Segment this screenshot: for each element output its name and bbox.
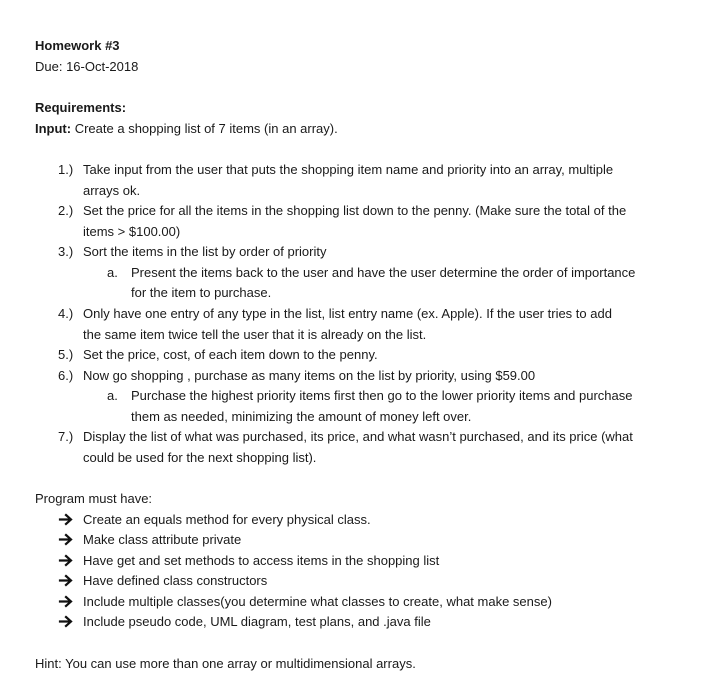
step-text: Sort the items in the list by order of priority — [83, 244, 327, 259]
requirements-heading: Requirements: — [35, 100, 127, 115]
step-text: Set the price, cost, of each item down to the penny. — [83, 347, 378, 362]
step-text: the same item twice tell the user that it is already on the list. — [83, 327, 427, 342]
requirement-bullet-item: Have get and set methods to access items in the shopping list — [83, 553, 440, 568]
input-label: Input: — [35, 121, 72, 136]
program-heading: Program must have: — [35, 491, 153, 506]
sub-step-text: them as needed, minimizing the amount of money left over. — [131, 409, 472, 424]
sub-step-text: Present the items back to the user and have the user determine the order of importance — [131, 265, 636, 280]
homework-title: Homework #3 — [35, 38, 120, 53]
requirement-bullet-item: Include pseudo code, UML diagram, test plans, and .java file — [83, 614, 431, 629]
step-text: Take input from the user that puts the shopping item name and priority into an array, multiple — [83, 162, 614, 177]
step-number: 5.) — [58, 347, 74, 362]
step-text: arrays ok. — [83, 183, 141, 198]
due-date: Due: 16-Oct-2018 — [35, 59, 139, 74]
hint-text: Hint: You can use more than one array or multidimensional arrays. — [35, 656, 416, 671]
requirement-bullet-item: Make class attribute private — [83, 532, 242, 547]
step-text: Set the price for all the items in the shopping list down to the penny. (Make sure the total of the — [83, 203, 627, 218]
sub-step-text: for the item to purchase. — [131, 285, 272, 300]
requirement-bullet-item: Have defined class constructors — [83, 573, 268, 588]
sub-step-letter: a. — [107, 388, 118, 403]
sub-step-text: Purchase the highest priority items first then go to the lower priority items and purchase — [131, 388, 633, 403]
step-text: Display the list of what was purchased, its price, and what wasn’t purchased, and its price (what — [83, 429, 633, 444]
right-arrow-icon — [58, 572, 74, 589]
step-number: 1.) — [58, 162, 74, 177]
step-number: 2.) — [58, 203, 74, 218]
right-arrow-icon — [58, 613, 74, 630]
sub-step-letter: a. — [107, 265, 118, 280]
step-number: 6.) — [58, 368, 74, 383]
right-arrow-icon — [58, 593, 74, 610]
requirement-bullet-item: Create an equals method for every physical class. — [83, 512, 371, 527]
requirement-bullet-item: Include multiple classes(you determine what classes to create, what make sense) — [83, 594, 552, 609]
step-text: Only have one entry of any type in the list, list entry name (ex. Apple). If the user tries to add — [83, 306, 612, 321]
right-arrow-icon — [58, 511, 74, 528]
step-number: 3.) — [58, 244, 74, 259]
right-arrow-icon — [58, 552, 74, 569]
input-text: Create a shopping list of 7 items (in an array). — [74, 121, 338, 136]
input-line — [35, 120, 338, 137]
right-arrow-icon — [58, 531, 74, 548]
step-text: could be used for the next shopping list). — [83, 450, 317, 465]
step-number: 7.) — [58, 429, 74, 444]
step-number: 4.) — [58, 306, 74, 321]
step-text: items > $100.00) — [83, 224, 181, 239]
step-text: Now go shopping , purchase as many items on the list by priority, using $59.00 — [83, 368, 536, 383]
